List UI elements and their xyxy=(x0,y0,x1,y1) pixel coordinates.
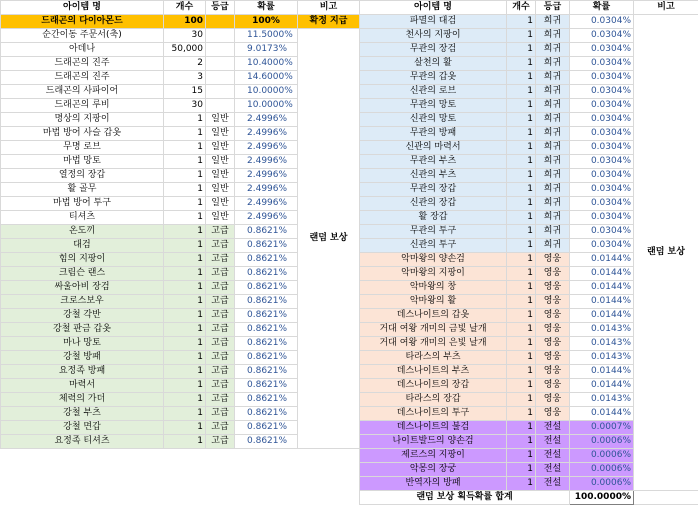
grade-cell[interactable]: 희귀 xyxy=(536,113,570,127)
prob-cell[interactable]: 2.4996% xyxy=(235,113,298,127)
total-value[interactable]: 100.0000% xyxy=(570,491,634,505)
count-cell[interactable]: 1 xyxy=(507,351,536,365)
count-cell[interactable]: 1 xyxy=(164,337,206,351)
count-cell[interactable]: 1 xyxy=(164,295,206,309)
count-cell[interactable]: 1 xyxy=(507,155,536,169)
item-cell[interactable]: 악마왕의 양손검 xyxy=(360,253,507,267)
prob-cell[interactable]: 0.8621% xyxy=(235,267,298,281)
prob-cell[interactable]: 0.0304% xyxy=(570,225,634,239)
count-cell[interactable]: 2 xyxy=(164,57,206,71)
item-cell[interactable]: 대검 xyxy=(1,239,164,253)
count-cell[interactable]: 1 xyxy=(507,183,536,197)
prob-cell[interactable]: 0.0143% xyxy=(570,393,634,407)
item-cell[interactable]: 데스나이트의 갑옷 xyxy=(360,309,507,323)
item-cell[interactable]: 드래곤의 진주 xyxy=(1,57,164,71)
prob-cell[interactable]: 0.0304% xyxy=(570,141,634,155)
grade-cell[interactable]: 희귀 xyxy=(536,197,570,211)
count-cell[interactable]: 1 xyxy=(507,281,536,295)
grade-cell[interactable]: 고급 xyxy=(206,379,235,393)
grade-cell[interactable]: 희귀 xyxy=(536,211,570,225)
prob-cell[interactable]: 0.0304% xyxy=(570,127,634,141)
grade-cell[interactable]: 일반 xyxy=(206,197,235,211)
prob-cell[interactable]: 0.8621% xyxy=(235,337,298,351)
note-confirmed[interactable]: 확정 지급 xyxy=(298,15,360,29)
item-cell[interactable]: 티셔츠 xyxy=(1,211,164,225)
item-cell[interactable]: 신관의 부츠 xyxy=(360,169,507,183)
prob-cell[interactable]: 0.0304% xyxy=(570,155,634,169)
item-cell[interactable]: 활 장갑 xyxy=(360,211,507,225)
grade-cell[interactable]: 고급 xyxy=(206,253,235,267)
item-cell[interactable]: 악마왕의 지팡이 xyxy=(360,267,507,281)
count-cell[interactable]: 1 xyxy=(164,239,206,253)
grade-cell[interactable]: 영웅 xyxy=(536,267,570,281)
grade-cell[interactable]: 영웅 xyxy=(536,393,570,407)
item-cell[interactable]: 악몽의 장궁 xyxy=(360,463,507,477)
prob-cell[interactable]: 0.0144% xyxy=(570,281,634,295)
header-item[interactable]: 아이템 명 xyxy=(1,1,164,15)
item-cell[interactable]: 싸울아비 장검 xyxy=(1,281,164,295)
grade-cell[interactable]: 영웅 xyxy=(536,407,570,421)
count-cell[interactable]: 1 xyxy=(164,379,206,393)
header-row xyxy=(1,1,360,15)
count-cell[interactable]: 1 xyxy=(507,239,536,253)
prob-cell[interactable]: 0.8621% xyxy=(235,239,298,253)
item-cell[interactable]: 강철 판금 갑옷 xyxy=(1,323,164,337)
grade-cell[interactable]: 영웅 xyxy=(536,295,570,309)
count-cell[interactable]: 1 xyxy=(164,169,206,183)
grade-cell[interactable]: 희귀 xyxy=(536,239,570,253)
grade-cell[interactable]: 고급 xyxy=(206,239,235,253)
count-cell[interactable]: 1 xyxy=(164,197,206,211)
prob-cell[interactable]: 2.4996% xyxy=(235,127,298,141)
prob-cell[interactable]: 0.0304% xyxy=(570,57,634,71)
prob-cell[interactable]: 0.0304% xyxy=(570,239,634,253)
count-cell[interactable]: 1 xyxy=(507,365,536,379)
item-cell[interactable]: 드래곤의 진주 xyxy=(1,71,164,85)
count-cell[interactable]: 3 xyxy=(164,71,206,85)
total-empty[interactable] xyxy=(634,491,698,505)
item-cell[interactable]: 무명 로브 xyxy=(1,141,164,155)
table-row xyxy=(360,15,698,29)
grade-cell[interactable] xyxy=(206,71,235,85)
grade-cell[interactable]: 고급 xyxy=(206,337,235,351)
prob-cell[interactable]: 0.8621% xyxy=(235,393,298,407)
grade-cell[interactable]: 고급 xyxy=(206,267,235,281)
item-cell[interactable]: 요정족 방패 xyxy=(1,365,164,379)
total-label[interactable]: 랜덤 보상 획득확률 합계 xyxy=(360,491,570,505)
count-cell[interactable]: 1 xyxy=(164,407,206,421)
item-cell[interactable]: 순간이동 주문서(축) xyxy=(1,29,164,43)
prob-cell[interactable]: 0.0304% xyxy=(570,99,634,113)
count-cell[interactable]: 1 xyxy=(507,449,536,463)
header-count[interactable]: 개수 xyxy=(164,1,206,15)
item-cell[interactable]: 무관의 방패 xyxy=(360,127,507,141)
prob-cell[interactable]: 0.0304% xyxy=(570,113,634,127)
prob-cell[interactable]: 0.8621% xyxy=(235,323,298,337)
grade-cell[interactable]: 희귀 xyxy=(536,71,570,85)
prob-cell[interactable]: 2.4996% xyxy=(235,141,298,155)
prob-cell[interactable]: 0.0144% xyxy=(570,365,634,379)
prob-cell[interactable]: 0.0304% xyxy=(570,211,634,225)
grade-cell[interactable]: 영웅 xyxy=(536,351,570,365)
grade-cell[interactable]: 희귀 xyxy=(536,15,570,29)
grade-cell[interactable]: 고급 xyxy=(206,393,235,407)
prob-cell[interactable]: 0.0006% xyxy=(570,435,634,449)
count-cell[interactable]: 1 xyxy=(164,225,206,239)
grade-cell[interactable]: 전설 xyxy=(536,449,570,463)
confirmed-row xyxy=(1,15,360,29)
grade-cell[interactable]: 고급 xyxy=(206,435,235,449)
count-cell[interactable]: 1 xyxy=(507,309,536,323)
grade-cell[interactable]: 영웅 xyxy=(536,281,570,295)
grade-cell[interactable]: 영웅 xyxy=(536,309,570,323)
grade-cell[interactable]: 희귀 xyxy=(536,57,570,71)
count-cell[interactable]: 1 xyxy=(164,351,206,365)
prob-cell[interactable]: 0.8621% xyxy=(235,253,298,267)
count-cell[interactable]: 15 xyxy=(164,85,206,99)
item-cell[interactable]: 무관의 망토 xyxy=(360,99,507,113)
prob-cell[interactable]: 0.0304% xyxy=(570,85,634,99)
prob-cell[interactable]: 0.0144% xyxy=(570,253,634,267)
header-note[interactable]: 비고 xyxy=(298,1,360,15)
prob-cell[interactable]: 0.8621% xyxy=(235,421,298,435)
prob-cell[interactable]: 2.4996% xyxy=(235,155,298,169)
item-cell[interactable]: 마력서 xyxy=(1,379,164,393)
prob-cell[interactable]: 10.0000% xyxy=(235,85,298,99)
grade-cell[interactable]: 고급 xyxy=(206,309,235,323)
item-cell[interactable]: 데스나이트의 투구 xyxy=(360,407,507,421)
item-cell[interactable]: 강철 각반 xyxy=(1,309,164,323)
item-cell[interactable]: 신관의 마력서 xyxy=(360,141,507,155)
prob-cell[interactable]: 0.8621% xyxy=(235,365,298,379)
grade-cell[interactable]: 고급 xyxy=(206,225,235,239)
item-cell[interactable]: 신관의 장갑 xyxy=(360,197,507,211)
grade-cell[interactable]: 희귀 xyxy=(536,225,570,239)
item-cell[interactable]: 드래곤의 다이아몬드 xyxy=(1,15,164,29)
grade-cell[interactable]: 희귀 xyxy=(536,85,570,99)
item-cell[interactable]: 명상의 지팡이 xyxy=(1,113,164,127)
grade-cell[interactable]: 일반 xyxy=(206,141,235,155)
item-cell[interactable]: 활 골무 xyxy=(1,183,164,197)
count-cell[interactable]: 1 xyxy=(507,421,536,435)
prob-cell[interactable]: 2.4996% xyxy=(235,211,298,225)
prob-cell[interactable]: 14.6000% xyxy=(235,71,298,85)
count-cell[interactable]: 100 xyxy=(164,15,206,29)
prob-cell[interactable]: 0.0006% xyxy=(570,477,634,491)
header-prob[interactable]: 확률 xyxy=(570,1,634,15)
count-cell[interactable]: 1 xyxy=(164,435,206,449)
grade-cell[interactable]: 희귀 xyxy=(536,141,570,155)
count-cell[interactable]: 1 xyxy=(507,29,536,43)
grade-cell[interactable]: 전설 xyxy=(536,477,570,491)
item-cell[interactable]: 강철 방패 xyxy=(1,351,164,365)
grade-cell[interactable]: 일반 xyxy=(206,155,235,169)
item-cell[interactable]: 신관의 투구 xyxy=(360,239,507,253)
grade-cell[interactable]: 영웅 xyxy=(536,323,570,337)
count-cell[interactable]: 1 xyxy=(507,169,536,183)
grade-cell[interactable] xyxy=(206,99,235,113)
count-cell[interactable]: 1 xyxy=(164,127,206,141)
item-cell[interactable]: 거대 여왕 개미의 금빛 날개 xyxy=(360,323,507,337)
count-cell[interactable]: 30 xyxy=(164,99,206,113)
count-cell[interactable]: 1 xyxy=(507,211,536,225)
prob-cell[interactable]: 0.8621% xyxy=(235,309,298,323)
item-cell[interactable]: 무관의 갑옷 xyxy=(360,71,507,85)
item-cell[interactable]: 강철 면갑 xyxy=(1,421,164,435)
count-cell[interactable]: 1 xyxy=(164,323,206,337)
prob-cell[interactable]: 0.0143% xyxy=(570,351,634,365)
item-cell[interactable]: 신관의 망토 xyxy=(360,113,507,127)
count-cell[interactable]: 1 xyxy=(507,57,536,71)
header-grade[interactable]: 등급 xyxy=(206,1,235,15)
count-cell[interactable]: 1 xyxy=(164,365,206,379)
item-cell[interactable]: 무관의 부츠 xyxy=(360,155,507,169)
prob-cell[interactable]: 100% xyxy=(235,15,298,29)
count-cell[interactable]: 1 xyxy=(507,463,536,477)
item-cell[interactable]: 마나 망토 xyxy=(1,337,164,351)
grade-cell[interactable]: 일반 xyxy=(206,169,235,183)
prob-cell[interactable]: 0.8621% xyxy=(235,435,298,449)
prob-cell[interactable]: 11.5000% xyxy=(235,29,298,43)
item-cell[interactable]: 요정족 티셔츠 xyxy=(1,435,164,449)
count-cell[interactable]: 1 xyxy=(507,435,536,449)
count-cell[interactable]: 1 xyxy=(507,337,536,351)
item-cell[interactable]: 체력의 가더 xyxy=(1,393,164,407)
count-cell[interactable]: 1 xyxy=(164,253,206,267)
prob-cell[interactable]: 0.0006% xyxy=(570,463,634,477)
item-cell[interactable]: 데스나이트의 부츠 xyxy=(360,365,507,379)
grade-cell[interactable]: 영웅 xyxy=(536,379,570,393)
grade-cell[interactable] xyxy=(206,29,235,43)
prob-cell[interactable]: 0.0304% xyxy=(570,169,634,183)
header-count[interactable]: 개수 xyxy=(507,1,536,15)
grade-cell[interactable]: 고급 xyxy=(206,323,235,337)
item-cell[interactable]: 살천의 활 xyxy=(360,57,507,71)
prob-cell[interactable]: 0.0304% xyxy=(570,71,634,85)
grade-cell[interactable]: 고급 xyxy=(206,407,235,421)
grade-cell[interactable]: 전설 xyxy=(536,435,570,449)
grade-cell[interactable]: 고급 xyxy=(206,421,235,435)
prob-cell[interactable]: 0.8621% xyxy=(235,295,298,309)
item-cell[interactable]: 나이트발드의 양손검 xyxy=(360,435,507,449)
grade-cell[interactable]: 영웅 xyxy=(536,337,570,351)
header-grade[interactable]: 등급 xyxy=(536,1,570,15)
count-cell[interactable]: 1 xyxy=(507,99,536,113)
count-cell[interactable]: 1 xyxy=(164,113,206,127)
prob-cell[interactable]: 0.8621% xyxy=(235,407,298,421)
grade-cell[interactable]: 고급 xyxy=(206,295,235,309)
header-row xyxy=(360,1,698,15)
count-cell[interactable]: 1 xyxy=(507,225,536,239)
grade-cell[interactable]: 희귀 xyxy=(536,29,570,43)
prob-cell[interactable]: 0.8621% xyxy=(235,351,298,365)
count-cell[interactable]: 1 xyxy=(507,295,536,309)
right-probability-table xyxy=(359,0,698,505)
grade-cell[interactable] xyxy=(206,43,235,57)
count-cell[interactable]: 1 xyxy=(507,253,536,267)
prob-cell[interactable]: 0.8621% xyxy=(235,379,298,393)
grade-cell[interactable]: 희귀 xyxy=(536,127,570,141)
prob-cell[interactable]: 10.4000% xyxy=(235,57,298,71)
grade-cell[interactable]: 일반 xyxy=(206,183,235,197)
grade-cell[interactable]: 일반 xyxy=(206,127,235,141)
item-cell[interactable]: 열정의 장갑 xyxy=(1,169,164,183)
item-cell[interactable]: 드래곤의 루비 xyxy=(1,99,164,113)
count-cell[interactable]: 1 xyxy=(507,71,536,85)
count-cell[interactable]: 1 xyxy=(507,43,536,57)
prob-cell[interactable]: 0.0144% xyxy=(570,267,634,281)
item-cell[interactable]: 제르스의 지팡이 xyxy=(360,449,507,463)
item-cell[interactable]: 드래곤의 사파이어 xyxy=(1,85,164,99)
grade-cell[interactable]: 희귀 xyxy=(536,169,570,183)
count-cell[interactable]: 1 xyxy=(164,141,206,155)
prob-cell[interactable]: 2.4996% xyxy=(235,169,298,183)
prob-cell[interactable]: 0.0304% xyxy=(570,183,634,197)
item-cell[interactable]: 마법 망토 xyxy=(1,155,164,169)
item-cell[interactable]: 아데나 xyxy=(1,43,164,57)
count-cell[interactable]: 1 xyxy=(507,393,536,407)
prob-cell[interactable]: 0.0304% xyxy=(570,15,634,29)
prob-cell[interactable]: 0.0144% xyxy=(570,407,634,421)
count-cell[interactable]: 1 xyxy=(507,477,536,491)
grade-cell[interactable]: 희귀 xyxy=(536,183,570,197)
grade-cell[interactable] xyxy=(206,15,235,29)
note-random[interactable]: 랜덤 보상 xyxy=(634,15,698,491)
count-cell[interactable]: 1 xyxy=(164,421,206,435)
prob-cell[interactable]: 0.8621% xyxy=(235,281,298,295)
grade-cell[interactable]: 고급 xyxy=(206,365,235,379)
header-item[interactable]: 아이템 명 xyxy=(360,1,507,15)
count-cell[interactable]: 1 xyxy=(507,323,536,337)
item-cell[interactable]: 파멸의 대검 xyxy=(360,15,507,29)
prob-cell[interactable]: 9.0173% xyxy=(235,43,298,57)
prob-cell[interactable]: 0.0304% xyxy=(570,43,634,57)
count-cell[interactable]: 1 xyxy=(164,281,206,295)
count-cell[interactable]: 1 xyxy=(507,197,536,211)
item-cell[interactable]: 타라스의 장갑 xyxy=(360,393,507,407)
prob-cell[interactable]: 0.0144% xyxy=(570,379,634,393)
grade-cell[interactable]: 일반 xyxy=(206,113,235,127)
count-cell[interactable]: 1 xyxy=(507,141,536,155)
count-cell[interactable]: 1 xyxy=(507,379,536,393)
left-probability-table xyxy=(0,0,360,449)
count-cell[interactable]: 1 xyxy=(164,393,206,407)
item-cell[interactable]: 무관의 투구 xyxy=(360,225,507,239)
item-cell[interactable]: 데스나이트의 장갑 xyxy=(360,379,507,393)
count-cell[interactable]: 1 xyxy=(507,85,536,99)
item-cell[interactable]: 마법 방어 투구 xyxy=(1,197,164,211)
prob-cell[interactable]: 2.4996% xyxy=(235,183,298,197)
count-cell[interactable]: 1 xyxy=(164,309,206,323)
item-cell[interactable]: 마법 방어 사슬 갑옷 xyxy=(1,127,164,141)
prob-cell[interactable]: 0.0006% xyxy=(570,449,634,463)
prob-cell[interactable]: 0.0143% xyxy=(570,337,634,351)
grade-cell[interactable]: 영웅 xyxy=(536,365,570,379)
prob-cell[interactable]: 0.0143% xyxy=(570,323,634,337)
item-cell[interactable]: 무관의 장갑 xyxy=(360,183,507,197)
prob-cell[interactable]: 0.0144% xyxy=(570,309,634,323)
grade-cell[interactable]: 고급 xyxy=(206,281,235,295)
count-cell[interactable]: 1 xyxy=(507,267,536,281)
prob-cell[interactable]: 0.0144% xyxy=(570,295,634,309)
item-cell[interactable]: 타라스의 부츠 xyxy=(360,351,507,365)
prob-cell[interactable]: 0.0007% xyxy=(570,421,634,435)
item-cell[interactable]: 데스나이트의 불검 xyxy=(360,421,507,435)
prob-cell[interactable]: 2.4996% xyxy=(235,197,298,211)
item-cell[interactable]: 크로스보우 xyxy=(1,295,164,309)
grade-cell[interactable]: 희귀 xyxy=(536,43,570,57)
count-cell[interactable]: 1 xyxy=(164,155,206,169)
count-cell[interactable]: 1 xyxy=(507,127,536,141)
grade-cell[interactable]: 영웅 xyxy=(536,253,570,267)
count-cell[interactable]: 1 xyxy=(164,267,206,281)
item-cell[interactable]: 신관의 로브 xyxy=(360,85,507,99)
count-cell[interactable]: 50,000 xyxy=(164,43,206,57)
grade-cell[interactable]: 희귀 xyxy=(536,99,570,113)
grade-cell[interactable]: 고급 xyxy=(206,351,235,365)
item-cell[interactable]: 천사의 지팡이 xyxy=(360,29,507,43)
item-cell[interactable]: 크림슨 랜스 xyxy=(1,267,164,281)
count-cell[interactable]: 1 xyxy=(507,407,536,421)
note-random[interactable]: 랜덤 보상 xyxy=(298,29,360,449)
count-cell[interactable]: 1 xyxy=(164,211,206,225)
grade-cell[interactable]: 전설 xyxy=(536,421,570,435)
total-row xyxy=(360,491,698,505)
count-cell[interactable]: 1 xyxy=(507,15,536,29)
item-cell[interactable]: 악마왕의 활 xyxy=(360,295,507,309)
item-cell[interactable]: 악마왕의 창 xyxy=(360,281,507,295)
grade-cell[interactable] xyxy=(206,85,235,99)
header-prob[interactable]: 확률 xyxy=(235,1,298,15)
prob-cell[interactable]: 0.8621% xyxy=(235,225,298,239)
prob-cell[interactable]: 10.0000% xyxy=(235,99,298,113)
item-cell[interactable]: 힘의 지팡이 xyxy=(1,253,164,267)
item-cell[interactable]: 온도끼 xyxy=(1,225,164,239)
table-row xyxy=(1,29,360,43)
count-cell[interactable]: 1 xyxy=(507,113,536,127)
count-cell[interactable]: 1 xyxy=(164,183,206,197)
header-note[interactable]: 비고 xyxy=(634,1,698,15)
item-cell[interactable]: 강철 부츠 xyxy=(1,407,164,421)
grade-cell[interactable] xyxy=(206,57,235,71)
prob-cell[interactable]: 0.0304% xyxy=(570,29,634,43)
grade-cell[interactable]: 전설 xyxy=(536,463,570,477)
grade-cell[interactable]: 희귀 xyxy=(536,155,570,169)
item-cell[interactable]: 반역자의 방패 xyxy=(360,477,507,491)
grade-cell[interactable]: 일반 xyxy=(206,211,235,225)
item-cell[interactable]: 무관의 장검 xyxy=(360,43,507,57)
count-cell[interactable]: 30 xyxy=(164,29,206,43)
item-cell[interactable]: 거대 여왕 개미의 은빛 날개 xyxy=(360,337,507,351)
prob-cell[interactable]: 0.0304% xyxy=(570,197,634,211)
